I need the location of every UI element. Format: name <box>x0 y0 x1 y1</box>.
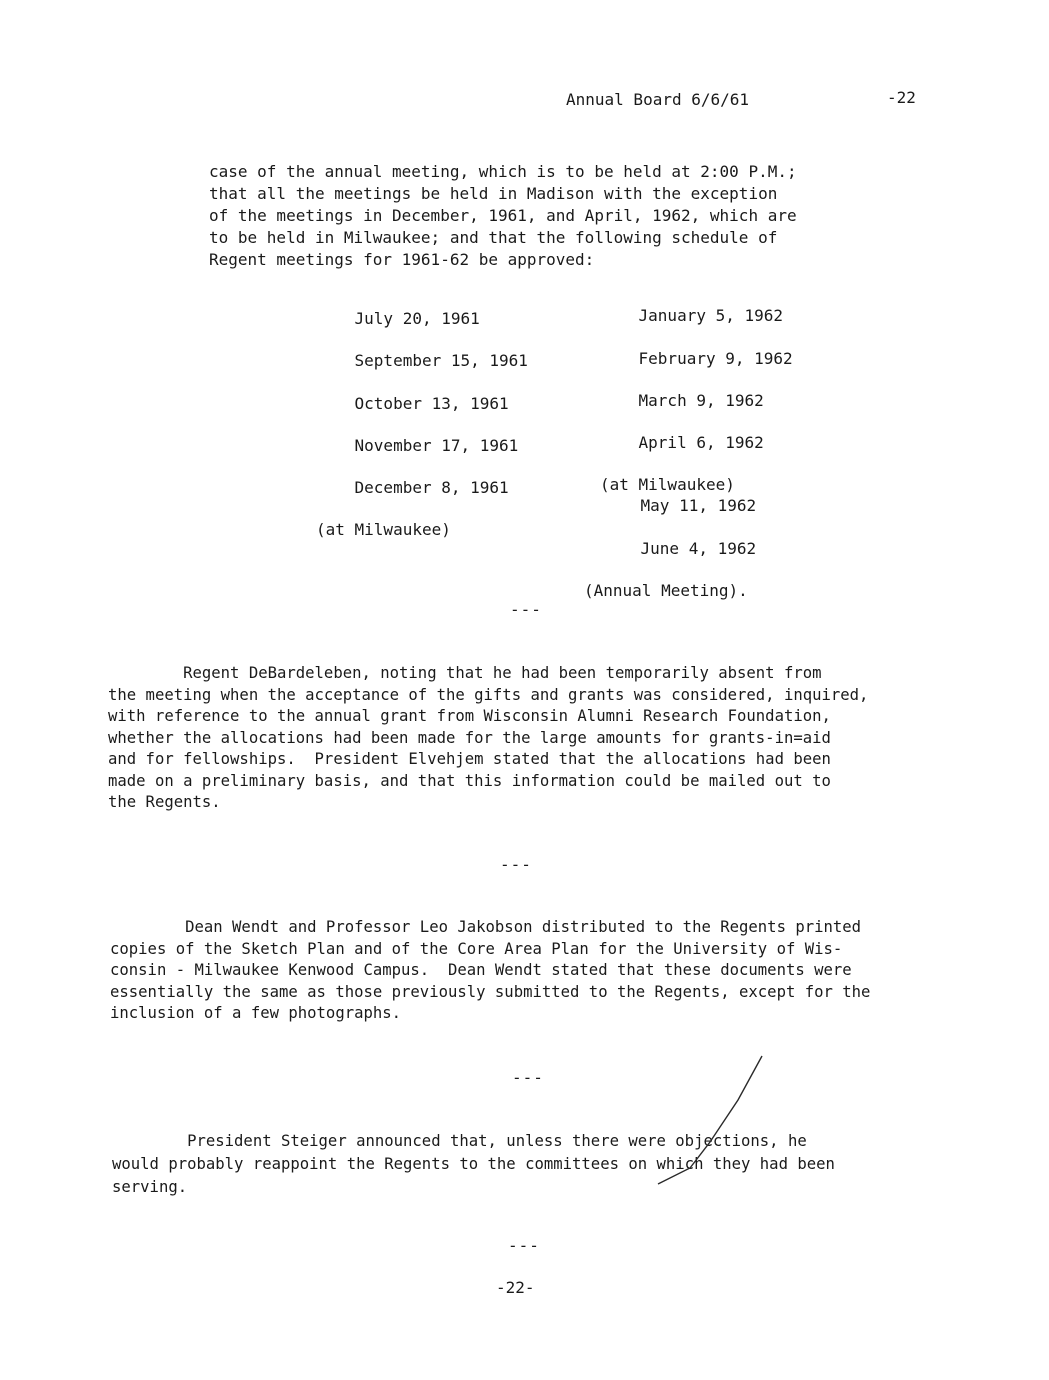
footer-page-number: -22- <box>496 1278 535 1297</box>
intro-paragraph <box>209 161 797 271</box>
schedule-note: (Annual Meeting). <box>584 581 748 600</box>
schedule-date: June 4, 1962 <box>640 539 757 558</box>
schedule-date: May 11, 1962 <box>640 496 757 515</box>
schedule-note: (at Milwaukee) <box>316 520 451 539</box>
text-line: essentially the same as those previously submitted to the Regents, except for the <box>110 982 871 1001</box>
schedule-date: February 9, 1962 <box>638 349 793 368</box>
text-line: that all the meetings be held in Madison with the exception <box>209 184 778 203</box>
header-page-ref: -22 <box>887 88 916 107</box>
text-line: the meeting when the acceptance of the gifts and grants was considered, inquired, <box>108 685 869 704</box>
schedule-date: December 8, 1961 <box>354 478 509 497</box>
text-line: and for fellowships. President Elvehjem stated that the allocations had been <box>108 750 831 768</box>
text-line: Dean Wendt and Professor Leo Jakobson distributed to the Regents printed <box>110 918 862 936</box>
schedule-date: November 17, 1961 <box>354 436 519 455</box>
text-line: made on a preliminary basis, and that this information could be mailed out to <box>108 771 831 790</box>
text-line: whether the allocations had been made for the large amounts for grants-in=aid <box>108 728 831 747</box>
text-line: Regent meetings for 1961-62 be approved: <box>209 250 595 269</box>
text-line: President Steiger announced that, unless there were objections, he <box>112 1132 807 1150</box>
header-title: Annual Board 6/6/61 <box>566 90 750 109</box>
paragraph-regent-debardeleben <box>108 663 868 814</box>
text-line: with reference to the annual grant from Wisconsin Alumni Research Foundation, <box>108 707 831 725</box>
paragraph-president-steiger <box>112 1130 835 1199</box>
section-separator: --- <box>500 855 532 874</box>
text-line: to be held in Milwaukee; and that the following schedule of <box>209 228 778 247</box>
schedule-entry <box>584 517 756 643</box>
schedule-date: April 6, 1962 <box>638 433 764 452</box>
schedule-date: January 5, 1962 <box>638 306 784 325</box>
text-line: would probably reappoint the Regents to the committees on which they had been <box>112 1155 835 1173</box>
schedule-date: October 13, 1961 <box>354 394 509 413</box>
text-line: serving. <box>112 1178 188 1196</box>
text-line: inclusion of a few photographs. <box>110 1004 402 1022</box>
section-separator: --- <box>512 1068 544 1087</box>
schedule-date: March 9, 1962 <box>638 391 764 410</box>
schedule-date: July 20, 1961 <box>354 309 480 328</box>
schedule-entry <box>316 456 509 582</box>
text-line: Regent DeBardeleben, noting that he had been temporarily absent from <box>108 664 822 682</box>
section-separator: --- <box>510 600 542 619</box>
text-line: consin - Milwaukee Kenwood Campus. Dean Wendt stated that these documents were <box>110 961 852 979</box>
text-line: of the meetings in December, 1961, and April, 1962, which are <box>209 206 797 225</box>
schedule-note: (at Milwaukee) <box>600 475 735 494</box>
paragraph-dean-wendt <box>110 917 870 1025</box>
text-line: copies of the Sketch Plan and of the Core Area Plan for the University of Wis- <box>110 939 843 958</box>
section-separator: --- <box>508 1236 540 1255</box>
text-line: case of the annual meeting, which is to be held at 2:00 P.M.; <box>209 162 797 181</box>
schedule-date: September 15, 1961 <box>354 351 528 370</box>
text-line: the Regents. <box>108 793 221 811</box>
